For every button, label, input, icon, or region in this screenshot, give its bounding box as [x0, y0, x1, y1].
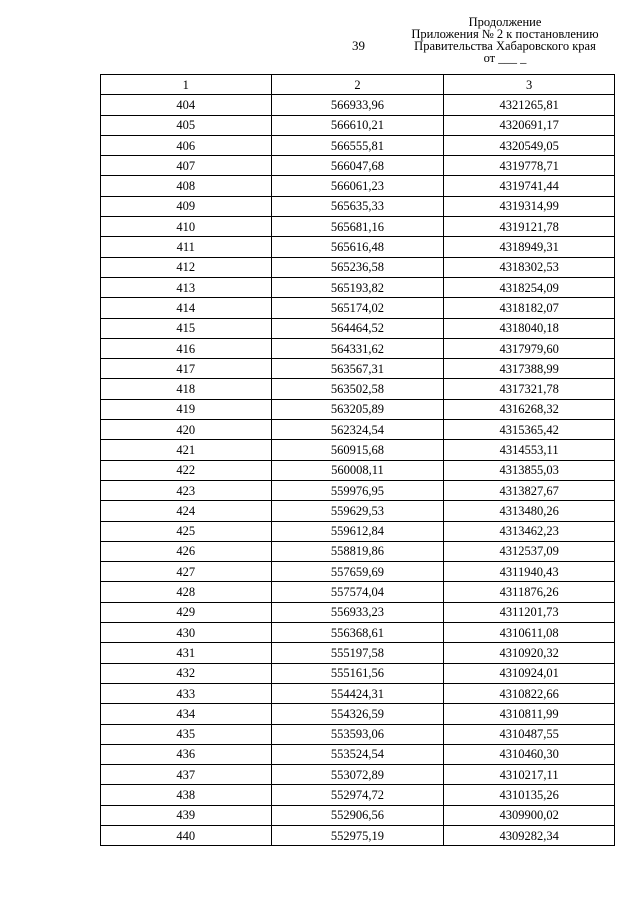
point-number-cell: 426	[101, 541, 272, 561]
y-coordinate-cell: 4310924,01	[444, 663, 615, 683]
x-coordinate-cell: 565236,58	[271, 257, 444, 277]
column-header: 3	[444, 75, 615, 95]
table-row	[101, 359, 615, 379]
y-coordinate-cell: 4318040,18	[444, 318, 615, 338]
point-number-cell: 437	[101, 765, 272, 785]
y-coordinate-cell: 4309282,34	[444, 825, 615, 845]
x-coordinate-cell: 563567,31	[271, 359, 444, 379]
y-coordinate-cell: 4310460,30	[444, 744, 615, 764]
x-coordinate-cell: 560008,11	[271, 460, 444, 480]
point-number-cell: 422	[101, 460, 272, 480]
y-coordinate-cell: 4310135,26	[444, 785, 615, 805]
x-coordinate-cell: 566933,96	[271, 95, 444, 115]
point-number-cell: 419	[101, 399, 272, 419]
table-row	[101, 237, 615, 257]
column-header: 1	[101, 75, 272, 95]
x-coordinate-cell: 565193,82	[271, 277, 444, 297]
point-number-cell: 434	[101, 704, 272, 724]
table-row	[101, 440, 615, 460]
x-coordinate-cell: 553072,89	[271, 765, 444, 785]
point-number-cell: 438	[101, 785, 272, 805]
point-number-cell: 435	[101, 724, 272, 744]
table-row	[101, 95, 615, 115]
x-coordinate-cell: 564331,62	[271, 338, 444, 358]
x-coordinate-cell: 559629,53	[271, 501, 444, 521]
point-number-cell: 417	[101, 359, 272, 379]
y-coordinate-cell: 4320691,17	[444, 115, 615, 135]
table-row	[101, 704, 615, 724]
point-number-cell: 407	[101, 156, 272, 176]
x-coordinate-cell: 552975,19	[271, 825, 444, 845]
table-row	[101, 420, 615, 440]
table-row	[101, 602, 615, 622]
y-coordinate-cell: 4319121,78	[444, 217, 615, 237]
point-number-cell: 427	[101, 562, 272, 582]
y-coordinate-cell: 4318949,31	[444, 237, 615, 257]
table-row	[101, 196, 615, 216]
y-coordinate-cell: 4313855,03	[444, 460, 615, 480]
x-coordinate-cell: 566555,81	[271, 135, 444, 155]
column-header: 2	[271, 75, 444, 95]
y-coordinate-cell: 4319778,71	[444, 156, 615, 176]
table-row	[101, 501, 615, 521]
y-coordinate-cell: 4317388,99	[444, 359, 615, 379]
x-coordinate-cell: 566047,68	[271, 156, 444, 176]
y-coordinate-cell: 4318302,53	[444, 257, 615, 277]
page-number: 39	[352, 38, 365, 53]
point-number-cell: 439	[101, 805, 272, 825]
y-coordinate-cell: 4319314,99	[444, 196, 615, 216]
point-number-cell: 406	[101, 135, 272, 155]
x-coordinate-cell: 559612,84	[271, 521, 444, 541]
point-number-cell: 428	[101, 582, 272, 602]
table-row	[101, 399, 615, 419]
table-row	[101, 521, 615, 541]
table-row	[101, 115, 615, 135]
point-number-cell: 436	[101, 744, 272, 764]
x-coordinate-cell: 563502,58	[271, 379, 444, 399]
y-coordinate-cell: 4310611,08	[444, 623, 615, 643]
y-coordinate-cell: 4314553,11	[444, 440, 615, 460]
table-row	[101, 785, 615, 805]
table-row	[101, 663, 615, 683]
header-line-continuation: Продолжение	[468, 15, 542, 29]
x-coordinate-cell: 556933,23	[271, 602, 444, 622]
y-coordinate-cell: 4310487,55	[444, 724, 615, 744]
point-number-cell: 418	[101, 379, 272, 399]
y-coordinate-cell: 4321265,81	[444, 95, 615, 115]
x-coordinate-cell: 556368,61	[271, 623, 444, 643]
table-row	[101, 257, 615, 277]
table-header-row	[101, 75, 615, 95]
document-header	[395, 16, 615, 64]
table-row	[101, 480, 615, 500]
table-row	[101, 724, 615, 744]
table-row	[101, 460, 615, 480]
y-coordinate-cell: 4318254,09	[444, 277, 615, 297]
table-row	[101, 156, 615, 176]
point-number-cell: 425	[101, 521, 272, 541]
table-row	[101, 825, 615, 845]
table-row	[101, 643, 615, 663]
y-coordinate-cell: 4310217,11	[444, 765, 615, 785]
point-number-cell: 432	[101, 663, 272, 683]
x-coordinate-cell: 552974,72	[271, 785, 444, 805]
table-row	[101, 176, 615, 196]
x-coordinate-cell: 553524,54	[271, 744, 444, 764]
x-coordinate-cell: 565681,16	[271, 217, 444, 237]
x-coordinate-cell: 554326,59	[271, 704, 444, 724]
table-row	[101, 298, 615, 318]
x-coordinate-cell: 557659,69	[271, 562, 444, 582]
table-row	[101, 541, 615, 561]
y-coordinate-cell: 4313827,67	[444, 480, 615, 500]
y-coordinate-cell: 4319741,44	[444, 176, 615, 196]
table-row	[101, 805, 615, 825]
coordinates-table	[100, 74, 615, 846]
x-coordinate-cell: 552906,56	[271, 805, 444, 825]
point-number-cell: 420	[101, 420, 272, 440]
table-row	[101, 744, 615, 764]
x-coordinate-cell: 559976,95	[271, 480, 444, 500]
y-coordinate-cell: 4313480,26	[444, 501, 615, 521]
point-number-cell: 416	[101, 338, 272, 358]
y-coordinate-cell: 4317321,78	[444, 379, 615, 399]
table-body	[101, 95, 615, 846]
y-coordinate-cell: 4311201,73	[444, 602, 615, 622]
table-row	[101, 765, 615, 785]
x-coordinate-cell: 565635,33	[271, 196, 444, 216]
x-coordinate-cell: 558819,86	[271, 541, 444, 561]
header-line-government: Правительства Хабаровского края	[414, 39, 596, 53]
point-number-cell: 411	[101, 237, 272, 257]
point-number-cell: 409	[101, 196, 272, 216]
x-coordinate-cell: 566610,21	[271, 115, 444, 135]
table-row	[101, 562, 615, 582]
point-number-cell: 430	[101, 623, 272, 643]
header-line-date: от ___ _	[483, 51, 527, 65]
table-row	[101, 135, 615, 155]
x-coordinate-cell: 563205,89	[271, 399, 444, 419]
table-row	[101, 379, 615, 399]
table-row	[101, 683, 615, 703]
y-coordinate-cell: 4309900,02	[444, 805, 615, 825]
header-line-appendix: Приложения № 2 к постановлению	[411, 27, 599, 41]
point-number-cell: 433	[101, 683, 272, 703]
x-coordinate-cell: 554424,31	[271, 683, 444, 703]
point-number-cell: 421	[101, 440, 272, 460]
y-coordinate-cell: 4311876,26	[444, 582, 615, 602]
x-coordinate-cell: 555161,56	[271, 663, 444, 683]
point-number-cell: 408	[101, 176, 272, 196]
point-number-cell: 405	[101, 115, 272, 135]
x-coordinate-cell: 562324,54	[271, 420, 444, 440]
x-coordinate-cell: 560915,68	[271, 440, 444, 460]
point-number-cell: 431	[101, 643, 272, 663]
point-number-cell: 440	[101, 825, 272, 845]
table-row	[101, 623, 615, 643]
y-coordinate-cell: 4310811,99	[444, 704, 615, 724]
x-coordinate-cell: 553593,06	[271, 724, 444, 744]
point-number-cell: 413	[101, 277, 272, 297]
table-row	[101, 277, 615, 297]
y-coordinate-cell: 4313462,23	[444, 521, 615, 541]
y-coordinate-cell: 4312537,09	[444, 541, 615, 561]
point-number-cell: 404	[101, 95, 272, 115]
x-coordinate-cell: 555197,58	[271, 643, 444, 663]
point-number-cell: 429	[101, 602, 272, 622]
table-row	[101, 217, 615, 237]
y-coordinate-cell: 4316268,32	[444, 399, 615, 419]
point-number-cell: 424	[101, 501, 272, 521]
y-coordinate-cell: 4318182,07	[444, 298, 615, 318]
table-row	[101, 318, 615, 338]
x-coordinate-cell: 566061,23	[271, 176, 444, 196]
y-coordinate-cell: 4315365,42	[444, 420, 615, 440]
point-number-cell: 423	[101, 480, 272, 500]
x-coordinate-cell: 564464,52	[271, 318, 444, 338]
table-row	[101, 582, 615, 602]
table-row	[101, 338, 615, 358]
y-coordinate-cell: 4310920,32	[444, 643, 615, 663]
x-coordinate-cell: 557574,04	[271, 582, 444, 602]
point-number-cell: 414	[101, 298, 272, 318]
x-coordinate-cell: 565616,48	[271, 237, 444, 257]
y-coordinate-cell: 4311940,43	[444, 562, 615, 582]
x-coordinate-cell: 565174,02	[271, 298, 444, 318]
point-number-cell: 412	[101, 257, 272, 277]
point-number-cell: 415	[101, 318, 272, 338]
y-coordinate-cell: 4310822,66	[444, 683, 615, 703]
y-coordinate-cell: 4320549,05	[444, 135, 615, 155]
y-coordinate-cell: 4317979,60	[444, 338, 615, 358]
point-number-cell: 410	[101, 217, 272, 237]
